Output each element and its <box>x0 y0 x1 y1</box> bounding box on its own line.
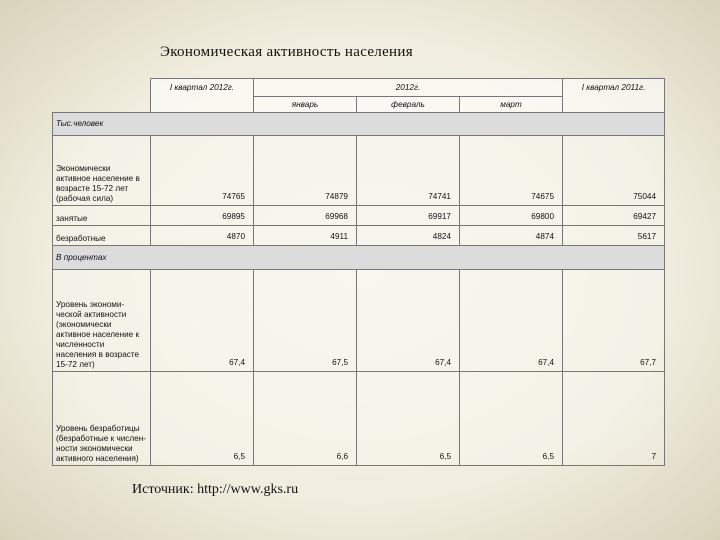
header-month-march: март <box>460 97 563 113</box>
section-label-thousands: Тыс.человек <box>53 113 665 136</box>
cell-value: 67,7 <box>563 270 665 372</box>
header-q1-2011: I квартал 2011г. <box>563 79 665 113</box>
header-q1-2012: I квартал 2012г. <box>151 79 254 113</box>
table-row <box>53 270 665 372</box>
cell-value: 6,5 <box>460 372 563 466</box>
row-label: безработные <box>53 226 151 246</box>
cell-value: 67,4 <box>357 270 460 372</box>
cell-value: 67,4 <box>460 270 563 372</box>
cell-value: 67,4 <box>151 270 254 372</box>
cell-value: 74765 <box>151 136 254 206</box>
header-month-february: февраль <box>357 97 460 113</box>
header-row <box>53 79 665 97</box>
cell-value: 74675 <box>460 136 563 206</box>
table-row <box>53 372 665 466</box>
cell-value: 75044 <box>563 136 665 206</box>
cell-value: 6,5 <box>151 372 254 466</box>
cell-value: 69917 <box>357 206 460 226</box>
table-row <box>53 136 665 206</box>
row-label: Уровень безработицы (безработные к числен-ности экономически активного населения) <box>53 372 151 466</box>
header-month-january: январь <box>254 97 357 113</box>
section-label-percent: В процентах <box>53 246 665 270</box>
economic-activity-table <box>52 78 665 466</box>
source-note: Источник: http://www.gks.ru <box>132 482 299 497</box>
cell-value: 74879 <box>254 136 357 206</box>
cell-value: 69800 <box>460 206 563 226</box>
section-row-percent <box>53 246 665 270</box>
cell-value: 74741 <box>357 136 460 206</box>
row-label: Экономически активное население в возрасте 15-72 лет (рабочая сила) <box>53 136 151 206</box>
cell-value: 69427 <box>563 206 665 226</box>
cell-value: 7 <box>563 372 665 466</box>
cell-value: 4824 <box>357 226 460 246</box>
cell-value: 4874 <box>460 226 563 246</box>
cell-value: 4911 <box>254 226 357 246</box>
cell-value: 69968 <box>254 206 357 226</box>
cell-value: 5617 <box>563 226 665 246</box>
cell-value: 6,6 <box>254 372 357 466</box>
row-label: Уровень экономи-ческой активности (экономически активное население к численности населения в возрасте 15-72 лет) <box>53 270 151 372</box>
cell-value: 4870 <box>151 226 254 246</box>
cell-value: 69895 <box>151 206 254 226</box>
page-title: Экономическая активность населения <box>160 44 413 60</box>
row-label: занятые <box>53 206 151 226</box>
header-empty-cell <box>53 79 151 113</box>
table-row <box>53 206 665 226</box>
section-row-thousands <box>53 113 665 136</box>
header-year-2012: 2012г. <box>254 79 563 97</box>
cell-value: 6,5 <box>357 372 460 466</box>
table-row <box>53 226 665 246</box>
cell-value: 67,5 <box>254 270 357 372</box>
